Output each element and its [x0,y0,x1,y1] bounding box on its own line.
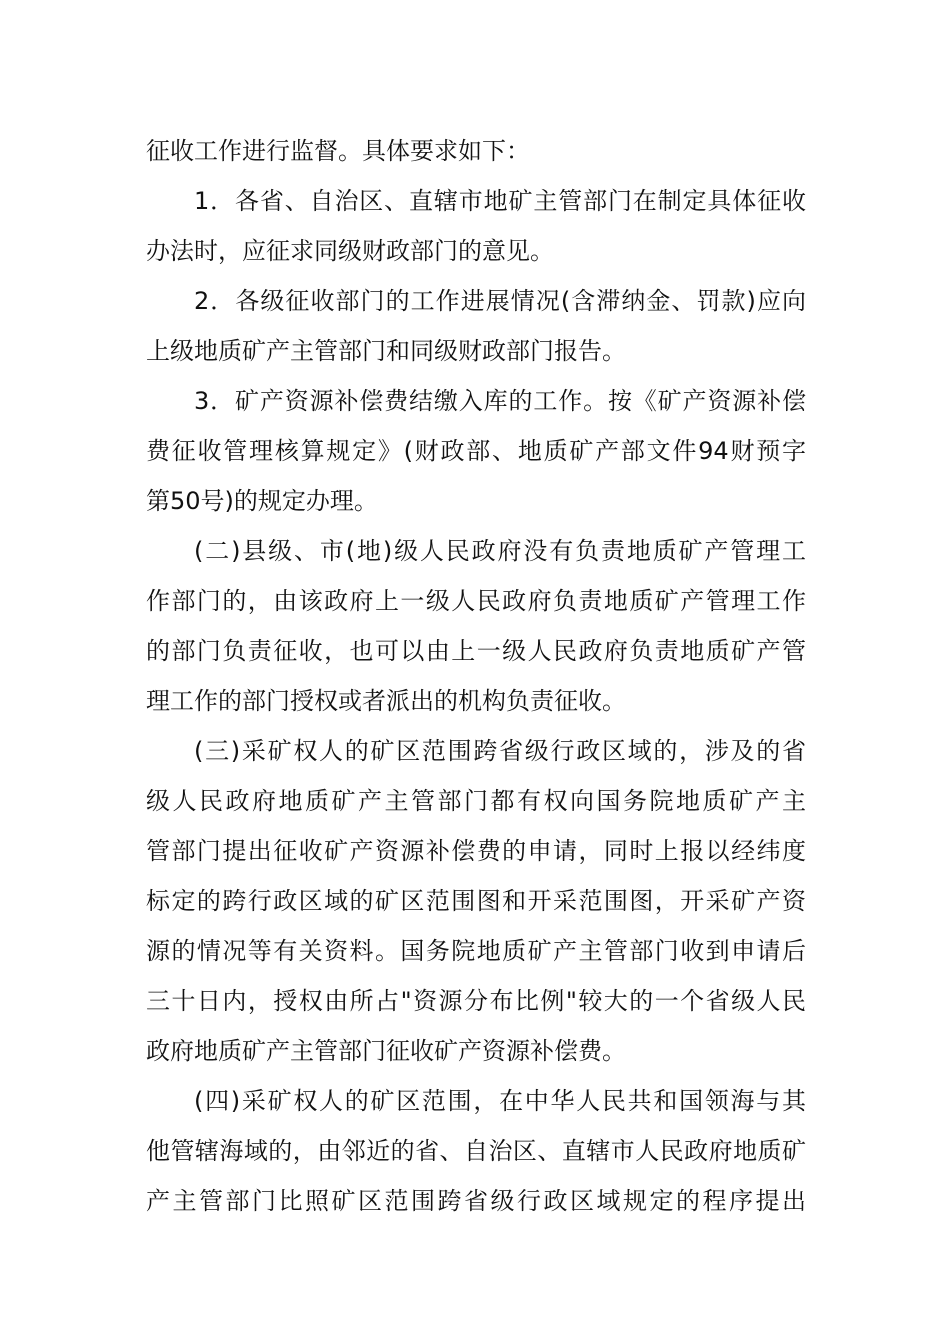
paragraph-line: 理工作的部门授权或者派出的机构负责征收。 [146,687,626,715]
paragraph-line: 标定的跨行政区域的矿区范围图和开采范围图，开采矿产资 [146,887,806,915]
paragraph-line: 三十日内，授权由所占"资源分布比例"较大的一个省级人民 [146,987,806,1015]
paragraph-line: 1．各省、自治区、直辖市地矿主管部门在制定具体征收 [194,187,806,215]
paragraph-line: 作部门的，由该政府上一级人民政府负责地质矿产管理工作 [146,587,806,615]
paragraph-line: 政府地质矿产主管部门征收矿产资源补偿费。 [146,1037,626,1065]
paragraph-line: 2．各级征收部门的工作进展情况(含滞纳金、罚款)应向 [194,287,806,315]
paragraph-line: (二)县级、市(地)级人民政府没有负责地质矿产管理工 [194,537,806,565]
paragraph-line: 第50号)的规定办理。 [146,487,378,515]
document-body [146,126,806,1226]
paragraph-line: 3．矿产资源补偿费结缴入库的工作。按《矿产资源补偿 [194,387,806,415]
paragraph-line: (三)采矿权人的矿区范围跨省级行政区域的，涉及的省 [194,737,806,765]
paragraph-line: 管部门提出征收矿产资源补偿费的申请，同时上报以经纬度 [146,837,806,865]
paragraph-line: 上级地质矿产主管部门和同级财政部门报告。 [146,337,626,365]
paragraph-line: 的部门负责征收，也可以由上一级人民政府负责地质矿产管 [146,637,806,665]
paragraph-line: 他管辖海域的，由邻近的省、自治区、直辖市人民政府地质矿 [146,1137,806,1165]
paragraph-line: 征收工作进行监督。具体要求如下： [146,137,530,165]
paragraph-line: 级人民政府地质矿产主管部门都有权向国务院地质矿产主 [146,787,806,815]
paragraph-line: 源的情况等有关资料。国务院地质矿产主管部门收到申请后 [146,937,806,965]
paragraph-line: (四)采矿权人的矿区范围，在中华人民共和国领海与其 [194,1087,806,1115]
paragraph-line: 产主管部门比照矿区范围跨省级行政区域规定的程序提出 [146,1187,806,1215]
paragraph-line: 费征收管理核算规定》(财政部、地质矿产部文件94财预字 [146,437,806,465]
paragraph-line: 办法时，应征求同级财政部门的意见。 [146,237,554,265]
